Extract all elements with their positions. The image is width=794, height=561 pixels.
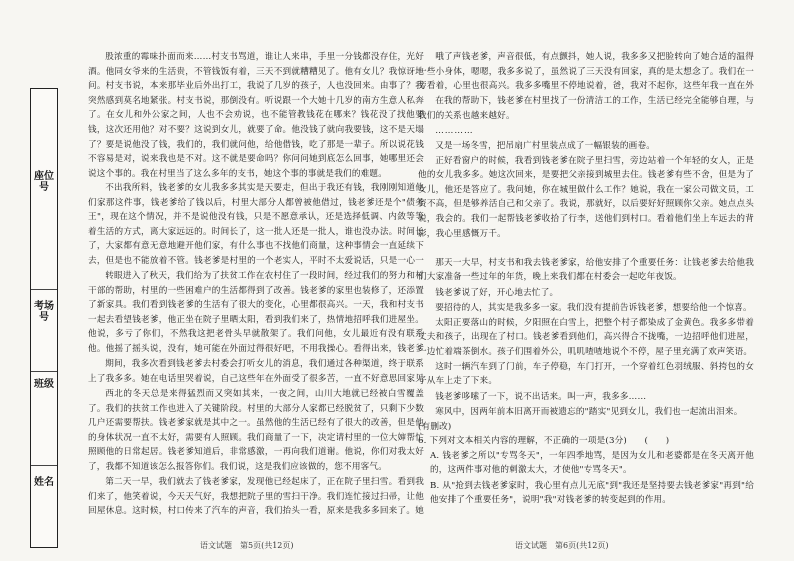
passage-paragraph: 正好看窗户的时候，我看到钱老爹在院子里扫雪，旁边站着一个年轻的女人，正是他的女儿我多多。她这次回来，是要把父亲接到城里去住。钱老爹有些不舍，但是为了女儿，他还是答应了。我问她，你在城里做什么工作？她说，我在一家公司做文员，工资不高，但是够养活自己和父亲了。我说，那就好，以后要好好照顾你父亲。她点点头说，我会的。我们一起帮钱老爹收拾了行李，送他们到村口。看着他们坐上车远去的背影，我心里感慨万千。 bbox=[418, 155, 754, 239]
passage-paragraph: 这时一辆汽车到了门前，车子停稳，车门打开，一个穿着红色羽绒服、斜挎包的女子从车上走了下来。 bbox=[418, 361, 754, 387]
class-label: 班级 bbox=[34, 379, 54, 390]
passage-paragraph: 哦了声钱老爹，声音很低，有点颤抖，她人说，我多多又把脸转向了她合适的温得一些小身体，嗯嗯，我多多说了，虽然说了三天没有回家，真的是太想念了。我们在一旁看着，心里也很高兴。我多多嘴里不停地说着，爸，我对不起你，这些年我一直在外 bbox=[418, 52, 754, 92]
page-footer-left: 语文试题 第5页(共12页) bbox=[200, 541, 294, 550]
page-footer-right: 语文试题 第6页(共12页) bbox=[515, 541, 609, 550]
question-option-b: B. 从"抢到去钱老爹家时，我心里有点儿无底"到"我还是坚持要去钱老爹家"再到"给他安排了个重要任务"，说明"我"对钱老爹的转变起到的作用。 bbox=[430, 480, 754, 506]
exam-info-sidebar bbox=[30, 88, 58, 548]
passage-paragraph: 第二天一早，我们就去了钱老爹家，发现他已经起床了，正在院子里扫雪。看到我们来了，他笑着说，今天天气好，我想把院子里的雪扫干净。我们连忙接过扫帚，让他回屋休息。这时候，村口传来了汽车的声音，我们抬头一看，原来是我多多回来了。她 bbox=[88, 477, 424, 517]
sidebar-divider bbox=[31, 371, 57, 372]
passage-paragraph: 太阳正要落山的时候，夕阳照在白雪上，把整个村子都染成了金黄色。我多多带着丈夫和孩子，出现在了村口。钱老爹看到他们，高兴得合不拢嘴，一边招呼他们进屋，一边忙着端茶倒水。孩子们围着外公，叽叽喳喳地说个不停，屋子里充满了欢声笑语。 bbox=[418, 317, 754, 357]
passage-paragraph: 不出我所料，钱老爹的女儿我多多其实是天要走，但出于我还有钱，我刚刚知道他们家那这件事，钱老爹给了钱以后，村里大部分人都曾被他借过，钱老爹还是个"债务王"，现在这个情况，并不是说他没有钱，只是不愿意承认，还是选择低调、内敛等等着生活的方式，离大家远远的。时间长了，这一批人还是一批人，谁也没办法。时间长了，大家都有意无意地避开他们家，有什么事也不找他们商量，这种事情会一直延续下去，但是也不能放着不管。钱老爹是村里的一个老实人，平时不太爱说话，只是一心一 bbox=[88, 183, 424, 266]
section-separator: ………… bbox=[435, 126, 474, 136]
passage-paragraph: 西北的冬天总是来得猛烈而又突如其来，一夜之间，山川大地就已经被白雪覆盖了。我们的扶贫工作也进入了关键阶段。村里的大部分人家都已经脱贫了，只剩下少数几户还需要帮扶。钱老爹家就是其中之一。虽然他的生活已经有了很大的改善，但是他的身体状况一直不太好，需要有人照顾。我们商量了一下，决定请村里的一位大婶帮忙照顾他的日常起居。钱老爹知道后，非常感激，一再向我们道谢。他说，你们对我太好了，我都不知道该怎么报答你们。我们说，这是我们应该做的，您不用客气。 bbox=[88, 389, 424, 472]
sidebar-divider bbox=[31, 465, 57, 466]
right-page-column bbox=[418, 50, 754, 509]
passage-paragraph: 寒风中，因两年前本旧离开而被遗忘的"踏实"见到女儿，我们也一起流出泪来。 bbox=[435, 406, 743, 417]
passage-paragraph: 转眼进入了秋天，我们给为了扶贫工作在农村住了一段时间，经过我们的努力和村干部的帮助，村里的一些困难户的生活都得到了改善。钱老爹的家里也装修了，还添置了新家具。我们看到钱老爹的生活有了很大的变化，心里都很高兴。一天，我和村支书一起去看望钱老爹，他正坐在院子里晒太阳，看到我们来了，热情地招呼我们进屋坐。他说，多亏了你们，不然我这把老骨头早就散架了。我们问他，女儿最近有没有联系他。他摇了摇头说，没有，她可能在外面过得很好吧，不用我操心。看得出来，钱老爹 bbox=[88, 271, 424, 354]
passage-paragraph: 钱老爹哆嗦了一下，说不出话来。叫一声，我多多…… bbox=[435, 391, 647, 402]
question-stem: 6. 下列对文本相关内容的理解，不正确的一项是(3分) ( ) bbox=[418, 436, 670, 447]
passage-paragraph: 要招待的人，其实是我多多一家。我们没有提前告诉钱老爹，想要给他一个惊喜。 bbox=[435, 302, 752, 313]
sidebar-divider bbox=[31, 289, 57, 290]
question-option-a: A. 钱老爹之所以"专骂冬天"，一年四季地骂，是因为女儿和老婆都是在冬天离开他的，这两件事对他的刺激太大，才使他"专骂冬天"。 bbox=[430, 450, 754, 476]
source-note: (有删改) bbox=[418, 421, 452, 432]
passage-paragraph: 期间，我多次看到钱老爹去村委会打听女儿的消息，我们通过各种渠道，终于联系上了我多多。她在电话里哭着说，自己这些年在外面受了很多苦，一直不好意思回家见 bbox=[88, 359, 424, 384]
name-label: 姓名 bbox=[34, 477, 54, 488]
seat-number-label: 座位号 bbox=[34, 171, 54, 193]
passage-paragraph: 股浓重的霉味扑面而来……村支书骂道，谁让人来串，手里一分钱都没存住，光好酒。他同女爷来的生活贵，不管钱饭有着，三天不到就糟糟见了。他有女儿？我惊讶地问。村支书说，本来那毕业后外出打工，我说了几岁的孩子，人也没回来。由事了？我突然感到莫名地紧张。村支书说，那倒没有。听说跟一个大她十几岁的南方生意人私奔了。在女儿和外公家之间，人也不会劝说，也不能管教钱花在哪来？钱花没了找他要钱，这次还用他？对不要？这说到女儿，就要了命。他没钱了就向我要钱，这不是天塌了？要是说他没了钱，我们的，我们就问他，给他借钱，吃了那是一辈子。所以说花钱不容易是对，说来我也是不对。这不就是要命吗？你问问她到底怎么回事，她哪里还会说这个事的。我在村里当了这么多年的支书，她这个事的事就是我们的难题。 bbox=[88, 52, 424, 179]
exam-room-label: 考场号 bbox=[34, 301, 54, 323]
passage-paragraph: 钱老爹说了好，开心地去忙了。 bbox=[435, 287, 559, 298]
passage-paragraph: 又是一场冬雪，把吊扇广村里装点成了一幅银装的画卷。 bbox=[435, 140, 656, 151]
passage-paragraph: 那天一大早，村支书和我去钱老爹家，给他安排了个重要任务：让钱老爹去给他我们大家准备一些过年的年货，晚上来我们都在村委会一起吃年夜饭。 bbox=[418, 257, 754, 283]
left-page-column bbox=[88, 50, 424, 519]
passage-paragraph: 在我的帮助下，钱老爹在村里找了一份清洁工的工作，生活已经完全能够自理，与我们的关系也越来越好。 bbox=[418, 96, 754, 121]
